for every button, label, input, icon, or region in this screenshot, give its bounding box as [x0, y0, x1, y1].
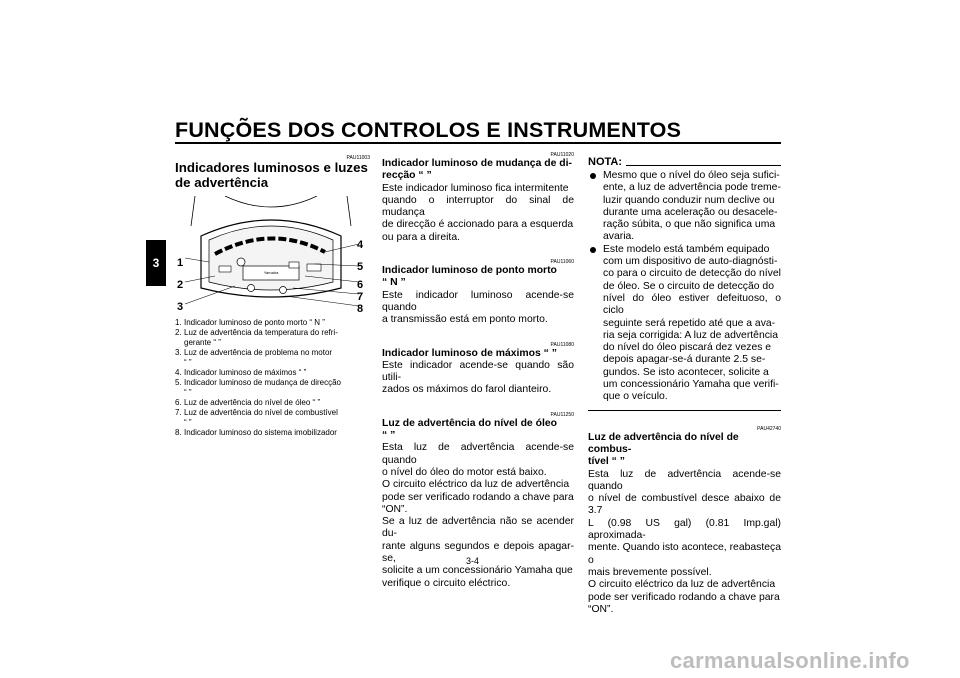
oil-level-text: Esta luz de advertência acende-se quando o nível do óleo do motor está baixo. O circuito eléctrico da luz de advertência pode ser verificado rodando a chave para “ON”. Se a luz de advertência não se acender du- rante alguns segundos e depois apagar-se, solicite a um concessionário Yamaha que verifique o circuito eléctrico.: [382, 442, 574, 589]
ref-code: PAU42740: [757, 425, 781, 432]
nota-label: NOTA:: [588, 156, 623, 168]
page-title: FUNÇÕES DOS CONTROLOS E INSTRUMENTOS: [175, 118, 682, 142]
nota-bullet-2: Este modelo está também equipado com um dispositivo de auto-diagnósti- co para o circuito de detecção do nível de óleo. Se o circuito de detecção do nível do óleo estiver defeituoso, o ciclo seguinte será repetido até que a ava- ria seja corrigida: A luz de advertência do nível do óleo piscará dez vezes e depois apagar-se-á durante 2.5 se- gundos. Se isto acontecer, solicite a um concessionário Yamaha que verifi- que o veículo.: [588, 244, 781, 404]
ref-code: PAU11020: [550, 152, 574, 158]
ref-code: PAU11080: [550, 341, 574, 348]
oil-level-heading: Luz de advertência do nível de óleo “ ”: [382, 417, 557, 442]
ref-code: PAU11250: [550, 411, 574, 418]
list-item: “ ”: [184, 418, 192, 427]
chapter-tab: 3: [146, 240, 166, 286]
neutral-text: Este indicador luminoso acende-se quando a transmissão está em ponto morto.: [382, 289, 574, 326]
ref-code: PAU11003: [346, 155, 370, 161]
list-item: gerante “ ”: [184, 338, 221, 347]
list-item: “ ”: [184, 358, 192, 367]
bullet-icon: [590, 173, 596, 179]
list-item: 2. Luz de advertência da temperatura do refri-: [175, 328, 338, 337]
page-number: 3-4: [466, 556, 480, 566]
callout-1: 1: [177, 257, 184, 269]
list-item: “ ”: [184, 388, 192, 397]
callout-5: 5: [357, 261, 364, 273]
fuel-level-text: Esta luz de advertência acende-se quando o nível de combustível desce abaixo de 3.7 L (0.98 US gal) (0.81 Imp.gal) aproximada- mente. Quando isto acontece, reabasteça o mais brevemente possível. O circuito eléctrico da luz de advertência pode ser verificado rodando a chave para “ON”.: [588, 468, 781, 615]
list-item: 7. Luz de advertência do nível de combustível: [175, 408, 338, 417]
list-item: 1. Indicador luminoso de ponto morto “ N ”: [175, 318, 325, 327]
column-2: [382, 152, 574, 590]
neutral-heading: Indicador luminoso de ponto morto “ N ”: [382, 265, 557, 289]
callout-2: 2: [177, 279, 184, 291]
watermark: carmanualsonline.info: [670, 648, 910, 673]
ref-code: PAU11060: [550, 259, 574, 266]
list-item: 6. Luz de advertência do nível de óleo “ ”: [175, 398, 321, 407]
callout-4: 4: [357, 239, 364, 251]
section-heading: Indicadores luminosos e luzes de advertência: [175, 160, 368, 190]
callout-7: 7: [357, 291, 364, 303]
callout-3: 3: [177, 301, 184, 312]
instrument-panel-figure: [175, 196, 367, 312]
figure-legend: [175, 318, 370, 438]
nota-header: [588, 156, 781, 168]
title-rule: [175, 142, 781, 144]
nota-end-rule: [588, 410, 781, 411]
list-item: 5. Indicador luminoso de mudança de direcção: [175, 378, 341, 387]
high-beam-text: Este indicador acende-se quando são utili- zados os máximos do farol dianteiro.: [382, 359, 574, 396]
turn-signal-text: Este indicador luminoso fica intermitente quando o interruptor do sinal de mudança de direcção é accionado para a esquerda ou para a direita.: [382, 182, 574, 243]
column-3: [588, 156, 781, 616]
bullet-icon: [590, 247, 596, 253]
list-item: 4. Indicador luminoso de máximos “ ”: [175, 368, 307, 377]
nota-bullet-1: Mesmo que o nível do óleo seja sufici- ente, a luz de advertência pode treme- luzir quando conduzir num declive ou durante uma aceleração ou desacele- ração súbita, o que não significa uma avaria.: [588, 170, 781, 244]
list-item: 8. Indicador luminoso do sistema imobilizador: [175, 428, 337, 437]
fuel-level-heading: Luz de advertência do nível de combus- tível “ ”: [588, 431, 739, 468]
high-beam-heading: Indicador luminoso de máximos “ ”: [382, 347, 557, 359]
dash-brand: Yamaha: [263, 270, 279, 275]
callout-6: 6: [357, 279, 364, 291]
turn-signal-heading: Indicador luminoso de mudança de di- recção “ ”: [382, 158, 572, 182]
callout-8: 8: [357, 303, 364, 312]
list-item: 3. Luz de advertência de problema no motor: [175, 348, 333, 357]
